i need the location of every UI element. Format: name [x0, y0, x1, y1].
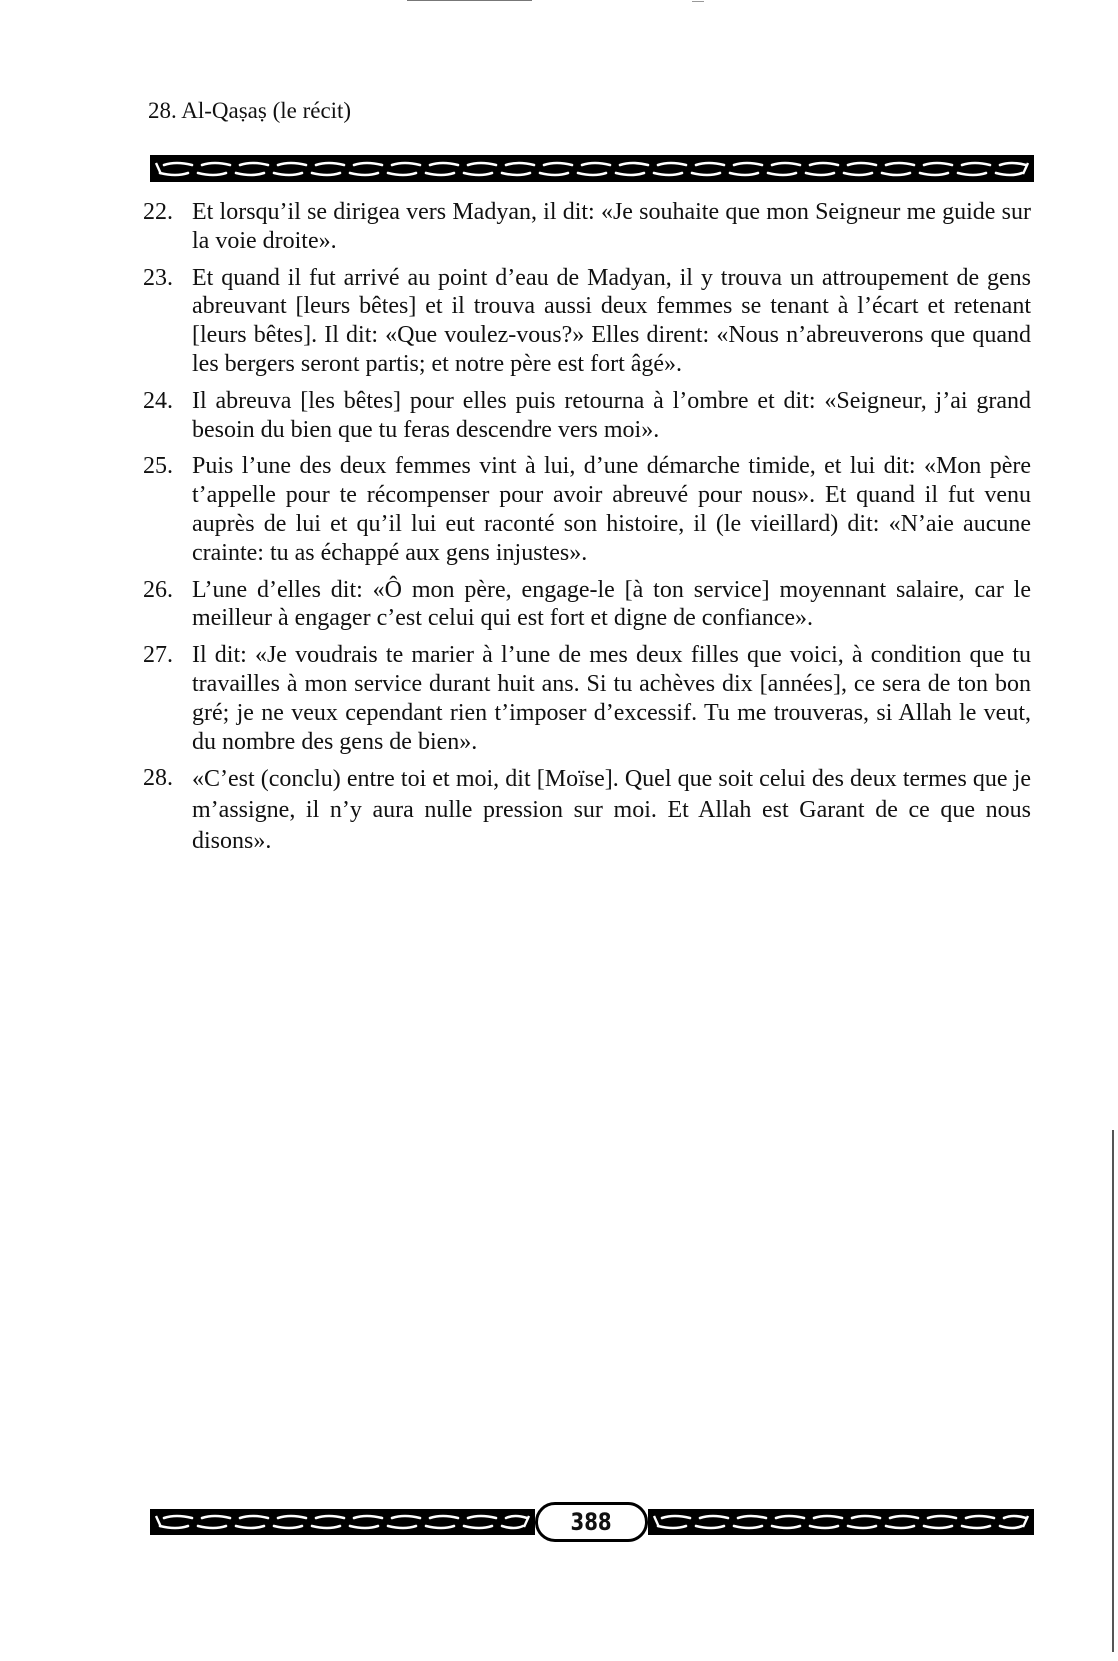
verse-number: 28. — [143, 765, 173, 792]
page-edge-shadow — [1112, 1130, 1114, 1652]
verse-number: 26. — [143, 576, 173, 603]
verse-27 — [143, 641, 1031, 756]
verse-text: «C’est (conclu) entre toi et moi, dit [Moïse]. Quel que soit celui des deux termes que je m’assigne, il n’y aura nulle pression sur moi. Et Allah est Garant de ce que nous disons». — [192, 766, 1031, 855]
verse-text: Et lorsqu’il se dirigea vers Madyan, il dit: «Je souhaite que mon Seigneur me guide sur la voie droite». — [192, 199, 1031, 254]
ornamental-band-bottom-right — [648, 1509, 1034, 1535]
top-edge-rule — [407, 0, 532, 1]
verse-text: Il abreuva [les bêtes] pour elles puis retourna à l’ombre et dit: «Seigneur, j’ai grand besoin du bien que tu feras descendre vers moi». — [192, 387, 1031, 443]
page-number: 388 — [570, 1508, 613, 1536]
verse-text: Puis l’une des deux femmes vint à lui, d’une démarche timide, et lui dit: «Mon père t’appelle pour te récompenser pour avoir abreuvé pour nous». Et quand il fut venu auprès de lui et qu’il lui eut raconté son histoire, il (le vieillard) dit: «N’aie aucune crainte: tu as échappé aux gens injustes». — [192, 453, 1031, 566]
verse-list — [143, 198, 1031, 865]
verse-number: 24. — [143, 387, 173, 414]
running-head: 28. Al-Qaṣaṣ (le récit) — [148, 98, 352, 123]
chain-ornament — [150, 1509, 535, 1535]
verse-24 — [143, 387, 1031, 445]
verse-number: 23. — [143, 264, 173, 291]
verse-number: 22. — [143, 199, 173, 225]
verse-28 — [143, 764, 1031, 857]
verse-text: Il dit: «Je voudrais te marier à l’une de mes deux filles que voici, à condition que tu travailles à mon service durant huit ans. Si tu achèves dix [années], ce sera de ton bon gré; je ne veux cependant rien t’imposer d’excessif. Tu me trouveras, si Allah le veut, du nombre des gens de bien». — [192, 642, 1031, 755]
chain-ornament — [150, 155, 1034, 182]
verse-23 — [143, 264, 1031, 379]
page-number-cartouche — [535, 1502, 648, 1542]
top-edge-tick — [692, 1, 704, 2]
verse-text: L’une d’elles dit: «Ô mon père, engage-le [à ton service] moyennant salaire, car le meilleur à engager c’est celui qui est fort et digne de confiance». — [192, 576, 1031, 632]
chain-ornament — [648, 1509, 1034, 1535]
verse-22 — [143, 198, 1031, 256]
verse-text: Et quand il fut arrivé au point d’eau de Madyan, il y trouva un attroupement de gens abreuvant [leurs bêtes] et il trouva aussi deux femmes se tenant à l’écart et retenant [leurs bêtes]. Il dit: «Que voulez-vous?» Elles dirent: «Nous n’abreuverons que quand les bergers seront partis; et notre père est fort âgé». — [192, 264, 1031, 377]
ornamental-band-top — [150, 155, 1034, 182]
verse-25 — [143, 452, 1031, 567]
verse-26 — [143, 576, 1031, 634]
verse-number: 25. — [143, 453, 173, 480]
verse-number: 27. — [143, 642, 173, 669]
ornamental-band-bottom-left — [150, 1509, 535, 1535]
